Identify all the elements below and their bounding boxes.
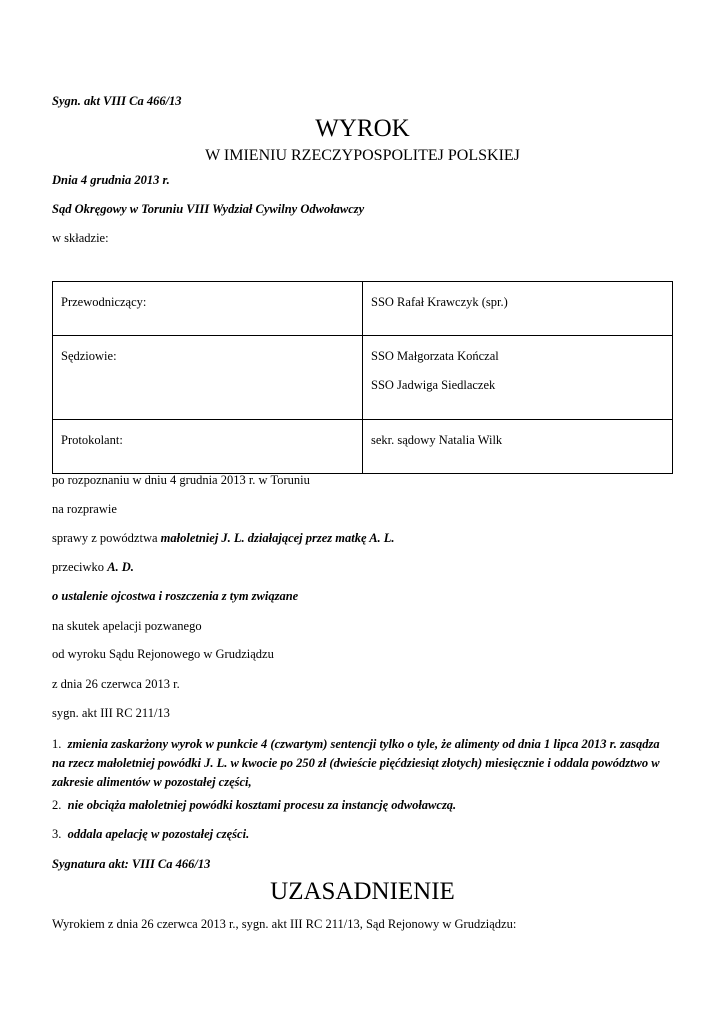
clerk-value: sekr. sądowy Natalia Wilk xyxy=(371,433,503,447)
clerk-label-cell xyxy=(53,420,363,474)
table-row xyxy=(53,420,673,474)
appeal-line: na skutek apelacji pozwanego xyxy=(52,619,202,633)
table-row xyxy=(53,282,673,336)
point-number: 3. xyxy=(52,827,62,841)
presiding-value-cell xyxy=(363,282,673,336)
judges-value-cell xyxy=(363,336,673,420)
judge-1: SSO Małgorzata Kończal xyxy=(371,349,499,363)
hearing-line: po rozpoznaniu w dniu 4 grudnia 2013 r. w Toruniu xyxy=(52,473,310,487)
lower-court-signature: sygn. akt III RC 211/13 xyxy=(52,706,170,720)
court-panel-table xyxy=(52,281,673,474)
defendant-name: A. D. xyxy=(107,560,134,574)
ruling-point-3 xyxy=(52,825,674,844)
presiding-value: SSO Rafał Krawczyk (spr.) xyxy=(371,295,508,309)
judgment-title: WYROK xyxy=(315,115,410,142)
defendant-prefix: przeciwko xyxy=(52,560,108,574)
judges-label: Sędziowie: xyxy=(61,349,117,363)
point-number: 2. xyxy=(52,798,62,812)
presiding-label-cell xyxy=(53,282,363,336)
lower-court-line: od wyroku Sądu Rejonowego w Grudziądzu xyxy=(52,647,274,661)
defendant-line xyxy=(52,559,134,575)
session-type: na rozprawie xyxy=(52,502,117,516)
plaintiff-prefix: sprawy z powództwa xyxy=(52,531,161,545)
judge-2: SSO Jadwiga Siedlaczek xyxy=(371,378,496,392)
point-text: nie obciąża małoletniej powódki kosztami procesu za instancję odwoławczą. xyxy=(67,798,457,812)
ruling-point-1 xyxy=(52,735,674,792)
justification-first-line: Wyrokiem z dnia 26 czerwca 2013 r., sygn. akt III RC 211/13, Sąd Rejonowy w Grudziądzu: xyxy=(52,917,517,931)
case-signature: Sygn. akt VIII Ca 466/13 xyxy=(52,94,182,108)
case-subject: o ustalenie ojcostwa i roszczenia z tym związane xyxy=(52,589,299,603)
point-text: oddala apelację w pozostałej części. xyxy=(67,827,250,841)
presiding-label: Przewodniczący: xyxy=(61,295,147,309)
judgment-subtitle: W IMIENIU RZECZYPOSPOLITEJ POLSKIEJ xyxy=(205,147,520,164)
plaintiff-line xyxy=(52,530,395,546)
court-name: Sąd Okręgowy w Toruniu VIII Wydział Cywilny Odwoławczy xyxy=(52,202,365,216)
judges-label-cell xyxy=(53,336,363,420)
footer-signature: Sygnatura akt: VIII Ca 466/13 xyxy=(52,857,211,871)
judgment-date: Dnia 4 grudnia 2013 r. xyxy=(52,173,170,187)
clerk-label: Protokolant: xyxy=(61,433,123,447)
table-row xyxy=(53,336,673,420)
composition-label: w składzie: xyxy=(52,231,109,245)
lower-court-date: z dnia 26 czerwca 2013 r. xyxy=(52,677,180,691)
plaintiff-name: małoletniej J. L. działającej przez matkę A. L. xyxy=(160,531,395,545)
clerk-value-cell xyxy=(363,420,673,474)
ruling-point-2 xyxy=(52,796,674,815)
point-number: 1. xyxy=(52,737,62,751)
justification-title: UZASADNIENIE xyxy=(270,878,455,905)
point-text: zmienia zaskarżony wyrok w punkcie 4 (czwartym) sentencji tylko o tyle, że alimenty od dnia 1 lipca 2013 r. zasądza na rzecz małoletniej powódki J. L. w kwocie po 250 zł (dwieście pięćdziesiąt złotych) miesięcznie i oddala powództwo w zakresie alimentów w pozostałej części, xyxy=(52,737,660,789)
